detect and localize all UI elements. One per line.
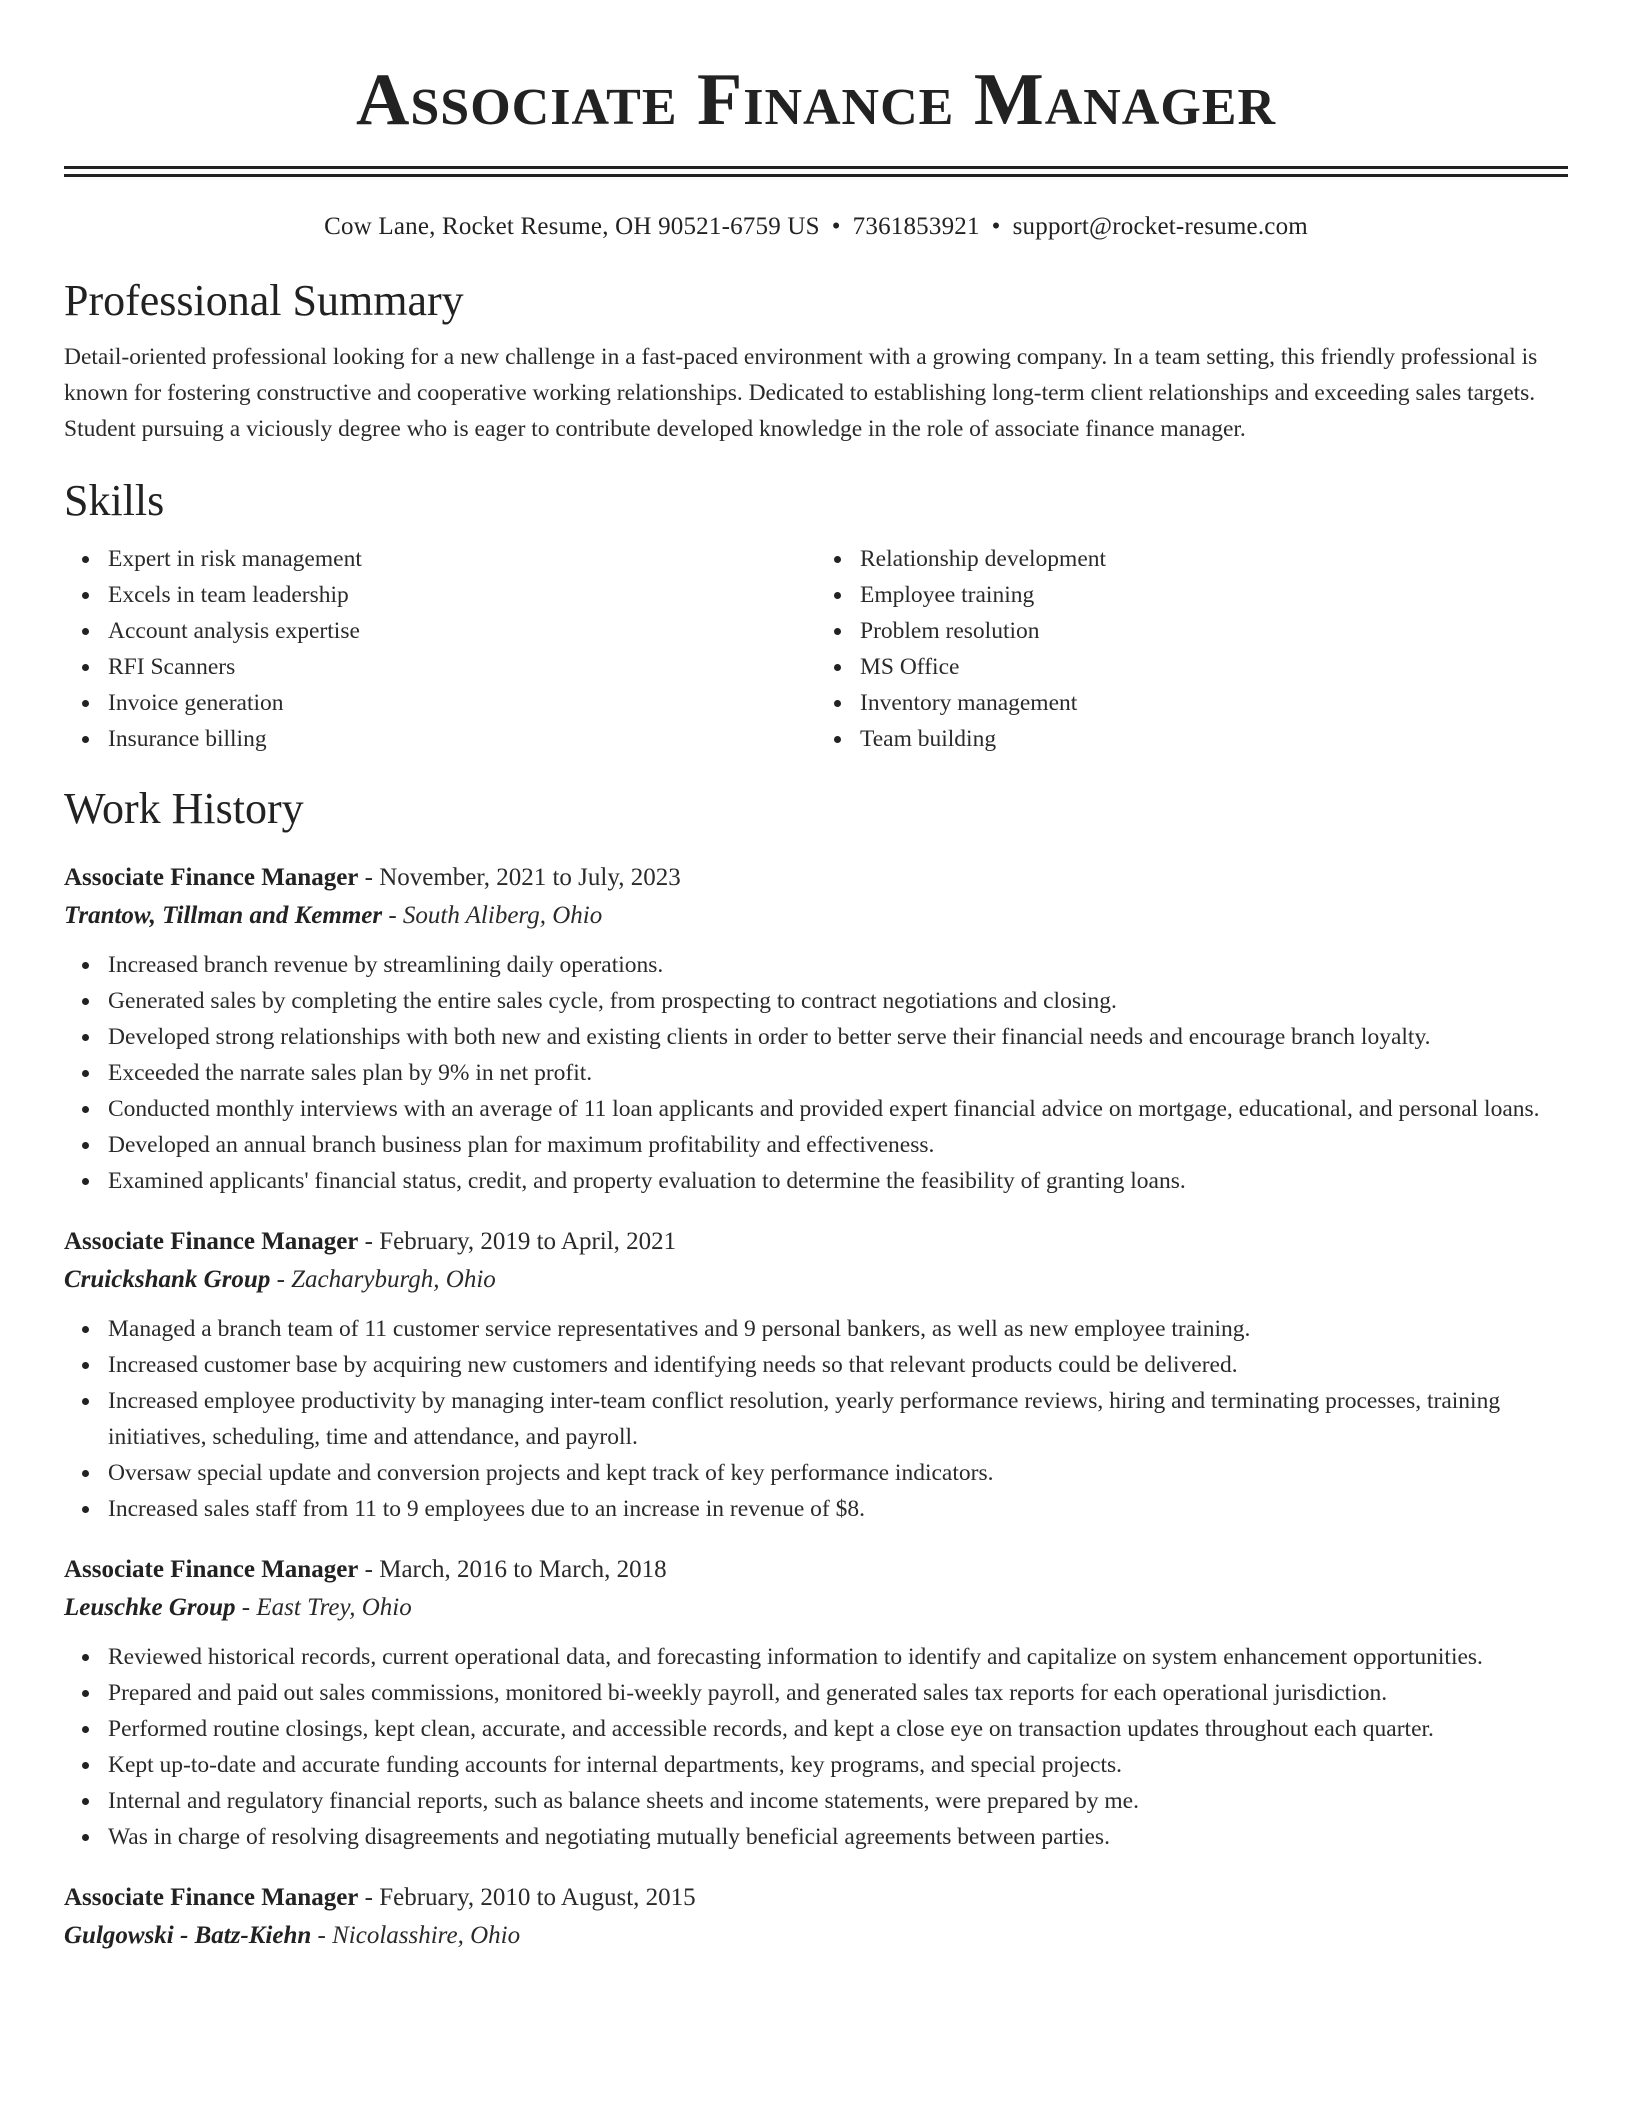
summary-heading: Professional Summary — [64, 276, 464, 325]
job-bullet: Performed routine closings, kept clean, accurate, and accessible records, and kept a close eye on transaction updates throughout each quarter. — [108, 1711, 1568, 1747]
skill-item: RFI Scanners — [108, 649, 816, 685]
job-bullet: Prepared and paid out sales commissions, monitored bi-weekly payroll, and generated sales tax reports for each operational jurisdiction. — [108, 1675, 1568, 1711]
company-line — [64, 1917, 1568, 1955]
skills-right-column — [816, 541, 1568, 757]
job-bullet: Increased sales staff from 11 to 9 employees due to an increase in revenue of $8. — [108, 1491, 1568, 1527]
job-entry — [64, 1879, 1568, 1955]
job-bullet: Increased customer base by acquiring new customers and identifying needs so that relevant products could be delivered. — [108, 1347, 1568, 1383]
contact-phone: 7361853921 — [852, 213, 980, 240]
skill-item: Insurance billing — [108, 721, 816, 757]
skill-item: Team building — [860, 721, 1568, 757]
job-entry — [64, 859, 1568, 1199]
skill-item: Problem resolution — [860, 613, 1568, 649]
skill-item: Employee training — [860, 577, 1568, 613]
job-title: Associate Finance Manager — [64, 1228, 359, 1255]
summary-text: Detail-oriented professional looking for a new challenge in a fast-paced environment with a growing company. In a team setting, this friendly professional is known for fostering constructive and cooperative working relationships. Dedicated to establishing long-term client relationships and exceeding sales targets. Student pursuing a viciously degree who is eager to contribute developed knowledge in the role of associate finance manager. — [64, 344, 1538, 442]
job-title-line — [64, 859, 1568, 897]
job-bullet: Was in charge of resolving disagreements and negotiating mutually beneficial agreements between parties. — [108, 1819, 1568, 1855]
job-bullet: Managed a branch team of 11 customer service representatives and 9 personal bankers, as well as new employee training. — [108, 1311, 1568, 1347]
company-location: - Zacharyburgh, Ohio — [270, 1266, 496, 1293]
job-bullet: Oversaw special update and conversion projects and kept track of key performance indicators. — [108, 1455, 1568, 1491]
company-line — [64, 1261, 1568, 1299]
skill-item: Account analysis expertise — [108, 613, 816, 649]
skill-item: Relationship development — [860, 541, 1568, 577]
contact-line — [64, 211, 1568, 243]
company-name: Gulgowski - Batz-Kiehn — [64, 1922, 312, 1949]
title-double-rule — [64, 166, 1568, 177]
job-bullet: Increased branch revenue by streamlining daily operations. — [108, 947, 1568, 983]
job-bullets — [64, 947, 1568, 1199]
skill-item: Expert in risk management — [108, 541, 816, 577]
job-dates: - November, 2021 to July, 2023 — [358, 864, 681, 891]
job-dates: - February, 2019 to April, 2021 — [358, 1228, 677, 1255]
contact-separator: • — [991, 213, 1001, 240]
job-bullet: Increased employee productivity by managing inter-team conflict resolution, yearly performance reviews, hiring and terminating processes, training initiatives, scheduling, time and attendance, and payroll. — [108, 1383, 1568, 1455]
job-bullet: Exceeded the narrate sales plan by 9% in net profit. — [108, 1055, 1568, 1091]
skills-grid — [64, 541, 1568, 757]
job-bullet: Developed strong relationships with both new and existing clients in order to better serve their financial needs and encourage branch loyalty. — [108, 1019, 1568, 1055]
work-history-heading: Work History — [64, 784, 304, 833]
job-entry — [64, 1551, 1568, 1855]
job-title-line — [64, 1223, 1568, 1261]
job-bullets — [64, 1311, 1568, 1527]
job-dates: - February, 2010 to August, 2015 — [358, 1884, 696, 1911]
job-entry — [64, 1223, 1568, 1527]
company-location: - East Trey, Ohio — [235, 1594, 412, 1621]
skill-item: Excels in team leadership — [108, 577, 816, 613]
job-title: Associate Finance Manager — [64, 1556, 359, 1583]
job-bullet: Internal and regulatory financial reports, such as balance sheets and income statements, were prepared by me. — [108, 1783, 1568, 1819]
job-bullet: Developed an annual branch business plan for maximum profitability and effectiveness. — [108, 1127, 1568, 1163]
company-name: Cruickshank Group — [64, 1266, 271, 1293]
job-bullet: Generated sales by completing the entire sales cycle, from prospecting to contract negotiations and closing. — [108, 983, 1568, 1019]
skill-item: Inventory management — [860, 685, 1568, 721]
company-location: - Nicolasshire, Ohio — [311, 1922, 521, 1949]
job-bullet: Reviewed historical records, current operational data, and forecasting information to identify and capitalize on system enhancement opportunities. — [108, 1639, 1568, 1675]
contact-email: support@rocket-resume.com — [1012, 213, 1308, 240]
job-bullet: Kept up-to-date and accurate funding accounts for internal departments, key programs, and special projects. — [108, 1747, 1568, 1783]
skill-item: Invoice generation — [108, 685, 816, 721]
contact-address: Cow Lane, Rocket Resume, OH 90521-6759 US — [324, 213, 820, 240]
company-name: Leuschke Group — [64, 1594, 236, 1621]
job-bullet: Conducted monthly interviews with an average of 11 loan applicants and provided expert financial advice on mortgage, educational, and personal loans. — [108, 1091, 1568, 1127]
job-title-line — [64, 1551, 1568, 1589]
skills-left-column — [64, 541, 816, 757]
job-title: Associate Finance Manager — [64, 864, 359, 891]
company-line — [64, 897, 1568, 935]
job-bullet: Examined applicants' financial status, credit, and property evaluation to determine the feasibility of granting loans. — [108, 1163, 1568, 1199]
job-title-line — [64, 1879, 1568, 1917]
skills-heading: Skills — [64, 476, 165, 525]
contact-separator: • — [831, 213, 841, 240]
company-line — [64, 1589, 1568, 1627]
job-bullets — [64, 1639, 1568, 1855]
job-title: Associate Finance Manager — [64, 1884, 359, 1911]
company-name: Trantow, Tillman and Kemmer — [64, 902, 383, 929]
company-location: - South Aliberg, Ohio — [382, 902, 603, 929]
job-dates: - March, 2016 to March, 2018 — [358, 1556, 667, 1583]
skill-item: MS Office — [860, 649, 1568, 685]
resume-title: Associate Finance Manager — [355, 59, 1277, 141]
